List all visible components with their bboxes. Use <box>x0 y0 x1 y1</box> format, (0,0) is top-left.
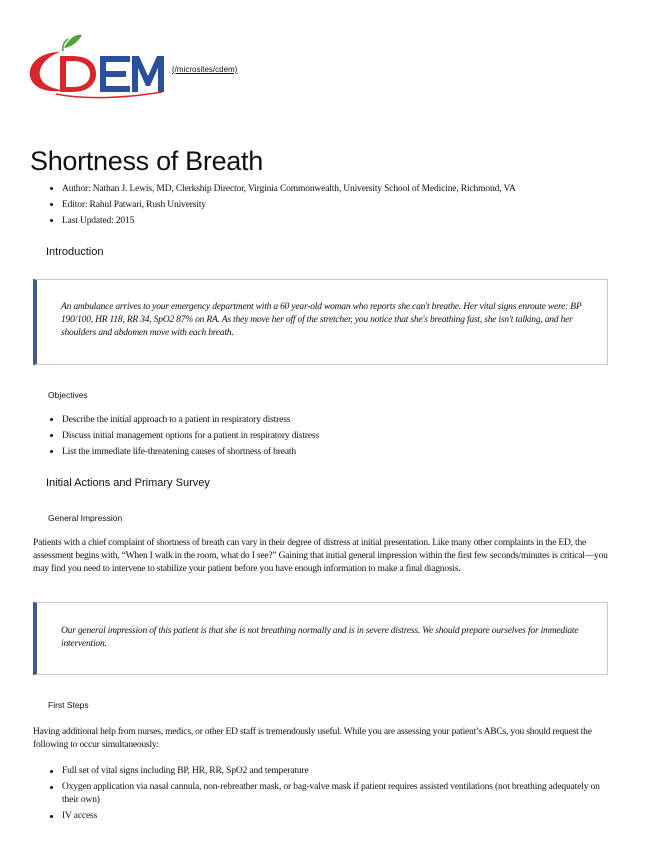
logo-leaf-icon <box>64 35 82 48</box>
first-step-item: Oxygen application via nasal cannula, non-rebreather mask, or bag-valve mask if patient requires assisted ventilations (not breathing adequately on their own) <box>48 781 613 810</box>
meta-last-updated: Last Updated: 2015 <box>48 213 628 229</box>
first-steps-list <box>48 765 613 826</box>
first-steps-heading: First Steps <box>48 700 89 710</box>
objectives-heading: Objectives <box>48 390 88 400</box>
first-step-item: IV access <box>48 810 613 826</box>
cdem-logo[interactable] <box>26 30 166 100</box>
objectives-list <box>48 412 608 460</box>
introduction-heading: Introduction <box>46 246 104 258</box>
meta-editor: Editor: Rahul Patwari, Rush University <box>48 197 628 213</box>
initial-actions-heading: Initial Actions and Primary Survey <box>46 477 210 489</box>
general-impression-callout <box>33 602 608 675</box>
cdem-home-link[interactable]: (/microsites/cdem) <box>172 65 238 74</box>
objective-item: Describe the initial approach to a patient in respiratory distress <box>48 412 608 428</box>
page-title: Shortness of Breath <box>30 146 263 176</box>
meta-author: Author: Nathan J. Lewis, MD, Clerkship Director, Virginia Commonwealth, University School of Medicine, Richmond, VA <box>48 181 628 197</box>
intro-case-text: An ambulance arrives to your emergency department with a 60 year-old woman who reports she can't breathe. Her vital signs enroute were: BP 190/100, HR 118, RR 34, SpO2 87% on RA. As they move her off of the stretcher, you notice that she's breathing fast, she isn't talking, and her shoulders and abdomen move with each breath. <box>61 302 582 338</box>
article-meta-list <box>48 181 628 229</box>
logo-d-shape <box>60 56 96 92</box>
first-step-item: Full set of vital signs including BP, HR, RR, SpO2 and temperature <box>48 765 613 781</box>
general-impression-heading: General Impression <box>48 513 123 523</box>
intro-case-callout <box>33 279 608 365</box>
general-impression-text: Patients with a chief complaint of shortness of breath can vary in their degree of distress at initial presentation. Like many other complaints in the ED, the assessment begins with, “When I walk in the room, what do I see?” Gaining that initial general impression within the first few seconds/minutes is critical—you may find you need to intervene to stabilize your patient before you have enough information to make a final diagnosis. <box>33 538 608 574</box>
first-steps-text: Having additional help from nurses, medics, or other ED staff is tremendously useful. While you are assessing your patient’s ABCs, you should request the following to occur simultaneously: <box>33 727 592 750</box>
objective-item: Discuss initial management options for a patient in respiratory distress <box>48 428 608 444</box>
general-impression-case-text: Our general impression of this patient is that she is not breathing normally and is in severe distress. We should prepare ourselves for immediate intervention. <box>61 626 579 649</box>
site-header <box>26 30 326 100</box>
logo-e-shape <box>100 56 130 92</box>
objective-item: List the immediate life-threatening causes of shortness of breath <box>48 444 608 460</box>
logo-m-shape <box>132 56 164 92</box>
